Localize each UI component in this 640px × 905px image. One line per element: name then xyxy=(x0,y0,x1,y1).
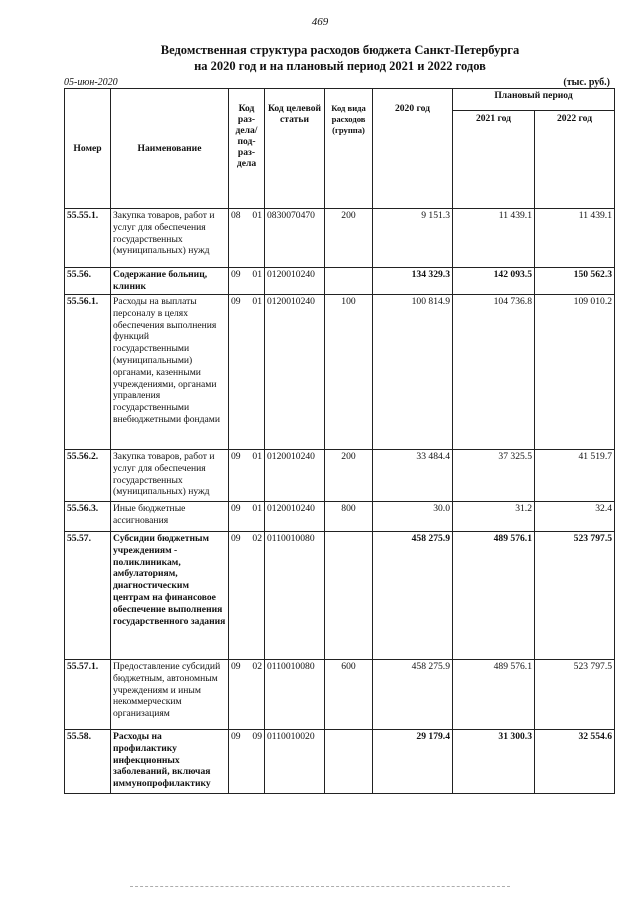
row-expense-kind: 600 xyxy=(325,660,373,730)
header-name: Наименование xyxy=(111,89,229,209)
header-2021: 2021 год xyxy=(453,111,535,209)
row-amount-2022: 109 010.2 xyxy=(535,295,615,450)
row-amount-2022: 523 797.5 xyxy=(535,532,615,660)
row-section-code xyxy=(229,209,265,268)
row-section-code xyxy=(229,660,265,730)
row-number: 55.56. xyxy=(65,268,111,295)
row-amount-2022: 150 562.3 xyxy=(535,268,615,295)
row-target-code: 0110010080 xyxy=(265,660,325,730)
table-row xyxy=(65,502,615,532)
section-code: 09 xyxy=(231,503,241,514)
section-code: 09 xyxy=(231,296,241,307)
row-amount-2021: 489 576.1 xyxy=(453,532,535,660)
table-row xyxy=(65,450,615,502)
row-number: 55.57.1. xyxy=(65,660,111,730)
footer-scan-line xyxy=(130,886,510,889)
row-target-code: 0110010080 xyxy=(265,532,325,660)
row-amount-2020: 33 484.4 xyxy=(373,450,453,502)
table-header xyxy=(65,89,615,209)
page-number: 469 xyxy=(311,16,329,28)
row-amount-2021: 31 300.3 xyxy=(453,730,535,794)
row-amount-2021: 142 093.5 xyxy=(453,268,535,295)
row-number: 55.56.3. xyxy=(65,502,111,532)
row-expense-kind: 200 xyxy=(325,209,373,268)
title-line-2: на 2020 год и на плановый период 2021 и 2022 годов xyxy=(194,59,486,73)
header-kind: Код вида расходов (группа) xyxy=(325,89,373,209)
row-amount-2022: 523 797.5 xyxy=(535,660,615,730)
section-code: 09 xyxy=(231,661,241,672)
row-name: Закупка товаров, работ и услуг для обеспечения государственных (муниципальных) нужд xyxy=(111,209,229,268)
row-number: 55.57. xyxy=(65,532,111,660)
document-date: 05-июн-2020 xyxy=(64,77,118,88)
table-row xyxy=(65,295,615,450)
budget-table xyxy=(64,88,615,794)
row-target-code: 0120010240 xyxy=(265,450,325,502)
units-label: (тыс. руб.) xyxy=(563,77,610,88)
row-amount-2020: 458 275.9 xyxy=(373,532,453,660)
row-target-code: 0120010240 xyxy=(265,502,325,532)
row-expense-kind: 800 xyxy=(325,502,373,532)
row-section-code xyxy=(229,295,265,450)
table-row xyxy=(65,268,615,295)
row-section-code xyxy=(229,502,265,532)
row-amount-2022: 41 519.7 xyxy=(535,450,615,502)
row-number: 55.58. xyxy=(65,730,111,794)
row-name: Иные бюджетные ассигнования xyxy=(111,502,229,532)
row-expense-kind: 200 xyxy=(325,450,373,502)
row-amount-2021: 31.2 xyxy=(453,502,535,532)
table-row xyxy=(65,209,615,268)
header-number: Номер xyxy=(65,89,111,209)
row-expense-kind xyxy=(325,730,373,794)
row-name: Расходы на профилактику инфекционных заболеваний, включая иммунопрофилактику xyxy=(111,730,229,794)
subsection-code: 01 xyxy=(252,296,262,307)
row-expense-kind xyxy=(325,532,373,660)
row-amount-2020: 458 275.9 xyxy=(373,660,453,730)
row-section-code xyxy=(229,730,265,794)
row-expense-kind xyxy=(325,268,373,295)
header-target: Код целевой статьи xyxy=(265,89,325,209)
table-row xyxy=(65,660,615,730)
subsection-code: 01 xyxy=(252,451,262,462)
row-amount-2020: 30.0 xyxy=(373,502,453,532)
section-code: 09 xyxy=(231,533,241,544)
row-name: Предоставление субсидий бюджетным, автономным учреждениям и иным некоммерческим организациям xyxy=(111,660,229,730)
header-section: Код раз- дела/ под- раз- дела xyxy=(229,89,265,209)
row-amount-2020: 29 179.4 xyxy=(373,730,453,794)
row-name: Содержание больниц, клиник xyxy=(111,268,229,295)
row-amount-2021: 11 439.1 xyxy=(453,209,535,268)
row-number: 55.56.1. xyxy=(65,295,111,450)
row-name: Субсидии бюджетным учреждениям - поликлиникам, амбулаториям, диагностическим центрам на финансовое обеспечение выполнения государственного задания xyxy=(111,532,229,660)
row-target-code: 0120010240 xyxy=(265,268,325,295)
title-line-1: Ведомственная структура расходов бюджета Санкт-Петербурга xyxy=(160,43,520,57)
row-name: Расходы на выплаты персоналу в целях обеспечения выполнения функций государственными (муниципальными) органами, казенными учреждениями, органами управления государственными внебюджетными фондами xyxy=(111,295,229,450)
subsection-code: 02 xyxy=(252,533,262,544)
row-amount-2021: 104 736.8 xyxy=(453,295,535,450)
subsection-code: 02 xyxy=(252,661,262,672)
row-name: Закупка товаров, работ и услуг для обеспечения государственных (муниципальных) нужд xyxy=(111,450,229,502)
subsection-code: 01 xyxy=(252,269,262,280)
table-row xyxy=(65,730,615,794)
row-amount-2021: 489 576.1 xyxy=(453,660,535,730)
header-planned-period: Плановый период xyxy=(453,89,615,111)
row-target-code: 0830070470 xyxy=(265,209,325,268)
row-amount-2022: 32 554.6 xyxy=(535,730,615,794)
table-body xyxy=(65,209,615,794)
header-2020: 2020 год xyxy=(373,89,453,209)
row-section-code xyxy=(229,532,265,660)
section-code: 09 xyxy=(231,731,241,742)
row-amount-2021: 37 325.5 xyxy=(453,450,535,502)
row-expense-kind: 100 xyxy=(325,295,373,450)
row-section-code xyxy=(229,450,265,502)
section-code: 09 xyxy=(231,269,241,280)
subsection-code: 09 xyxy=(252,731,262,742)
table-row xyxy=(65,532,615,660)
header-2022: 2022 год xyxy=(535,111,615,209)
row-amount-2020: 9 151.3 xyxy=(373,209,453,268)
subsection-code: 01 xyxy=(252,210,262,221)
row-target-code: 0120010240 xyxy=(265,295,325,450)
section-code: 08 xyxy=(231,210,241,221)
section-code: 09 xyxy=(231,451,241,462)
row-amount-2022: 11 439.1 xyxy=(535,209,615,268)
row-number: 55.56.2. xyxy=(65,450,111,502)
row-number: 55.55.1. xyxy=(65,209,111,268)
subsection-code: 01 xyxy=(252,503,262,514)
row-section-code xyxy=(229,268,265,295)
row-amount-2022: 32.4 xyxy=(535,502,615,532)
document-title xyxy=(60,42,620,74)
row-amount-2020: 100 814.9 xyxy=(373,295,453,450)
row-target-code: 0110010020 xyxy=(265,730,325,794)
row-amount-2020: 134 329.3 xyxy=(373,268,453,295)
